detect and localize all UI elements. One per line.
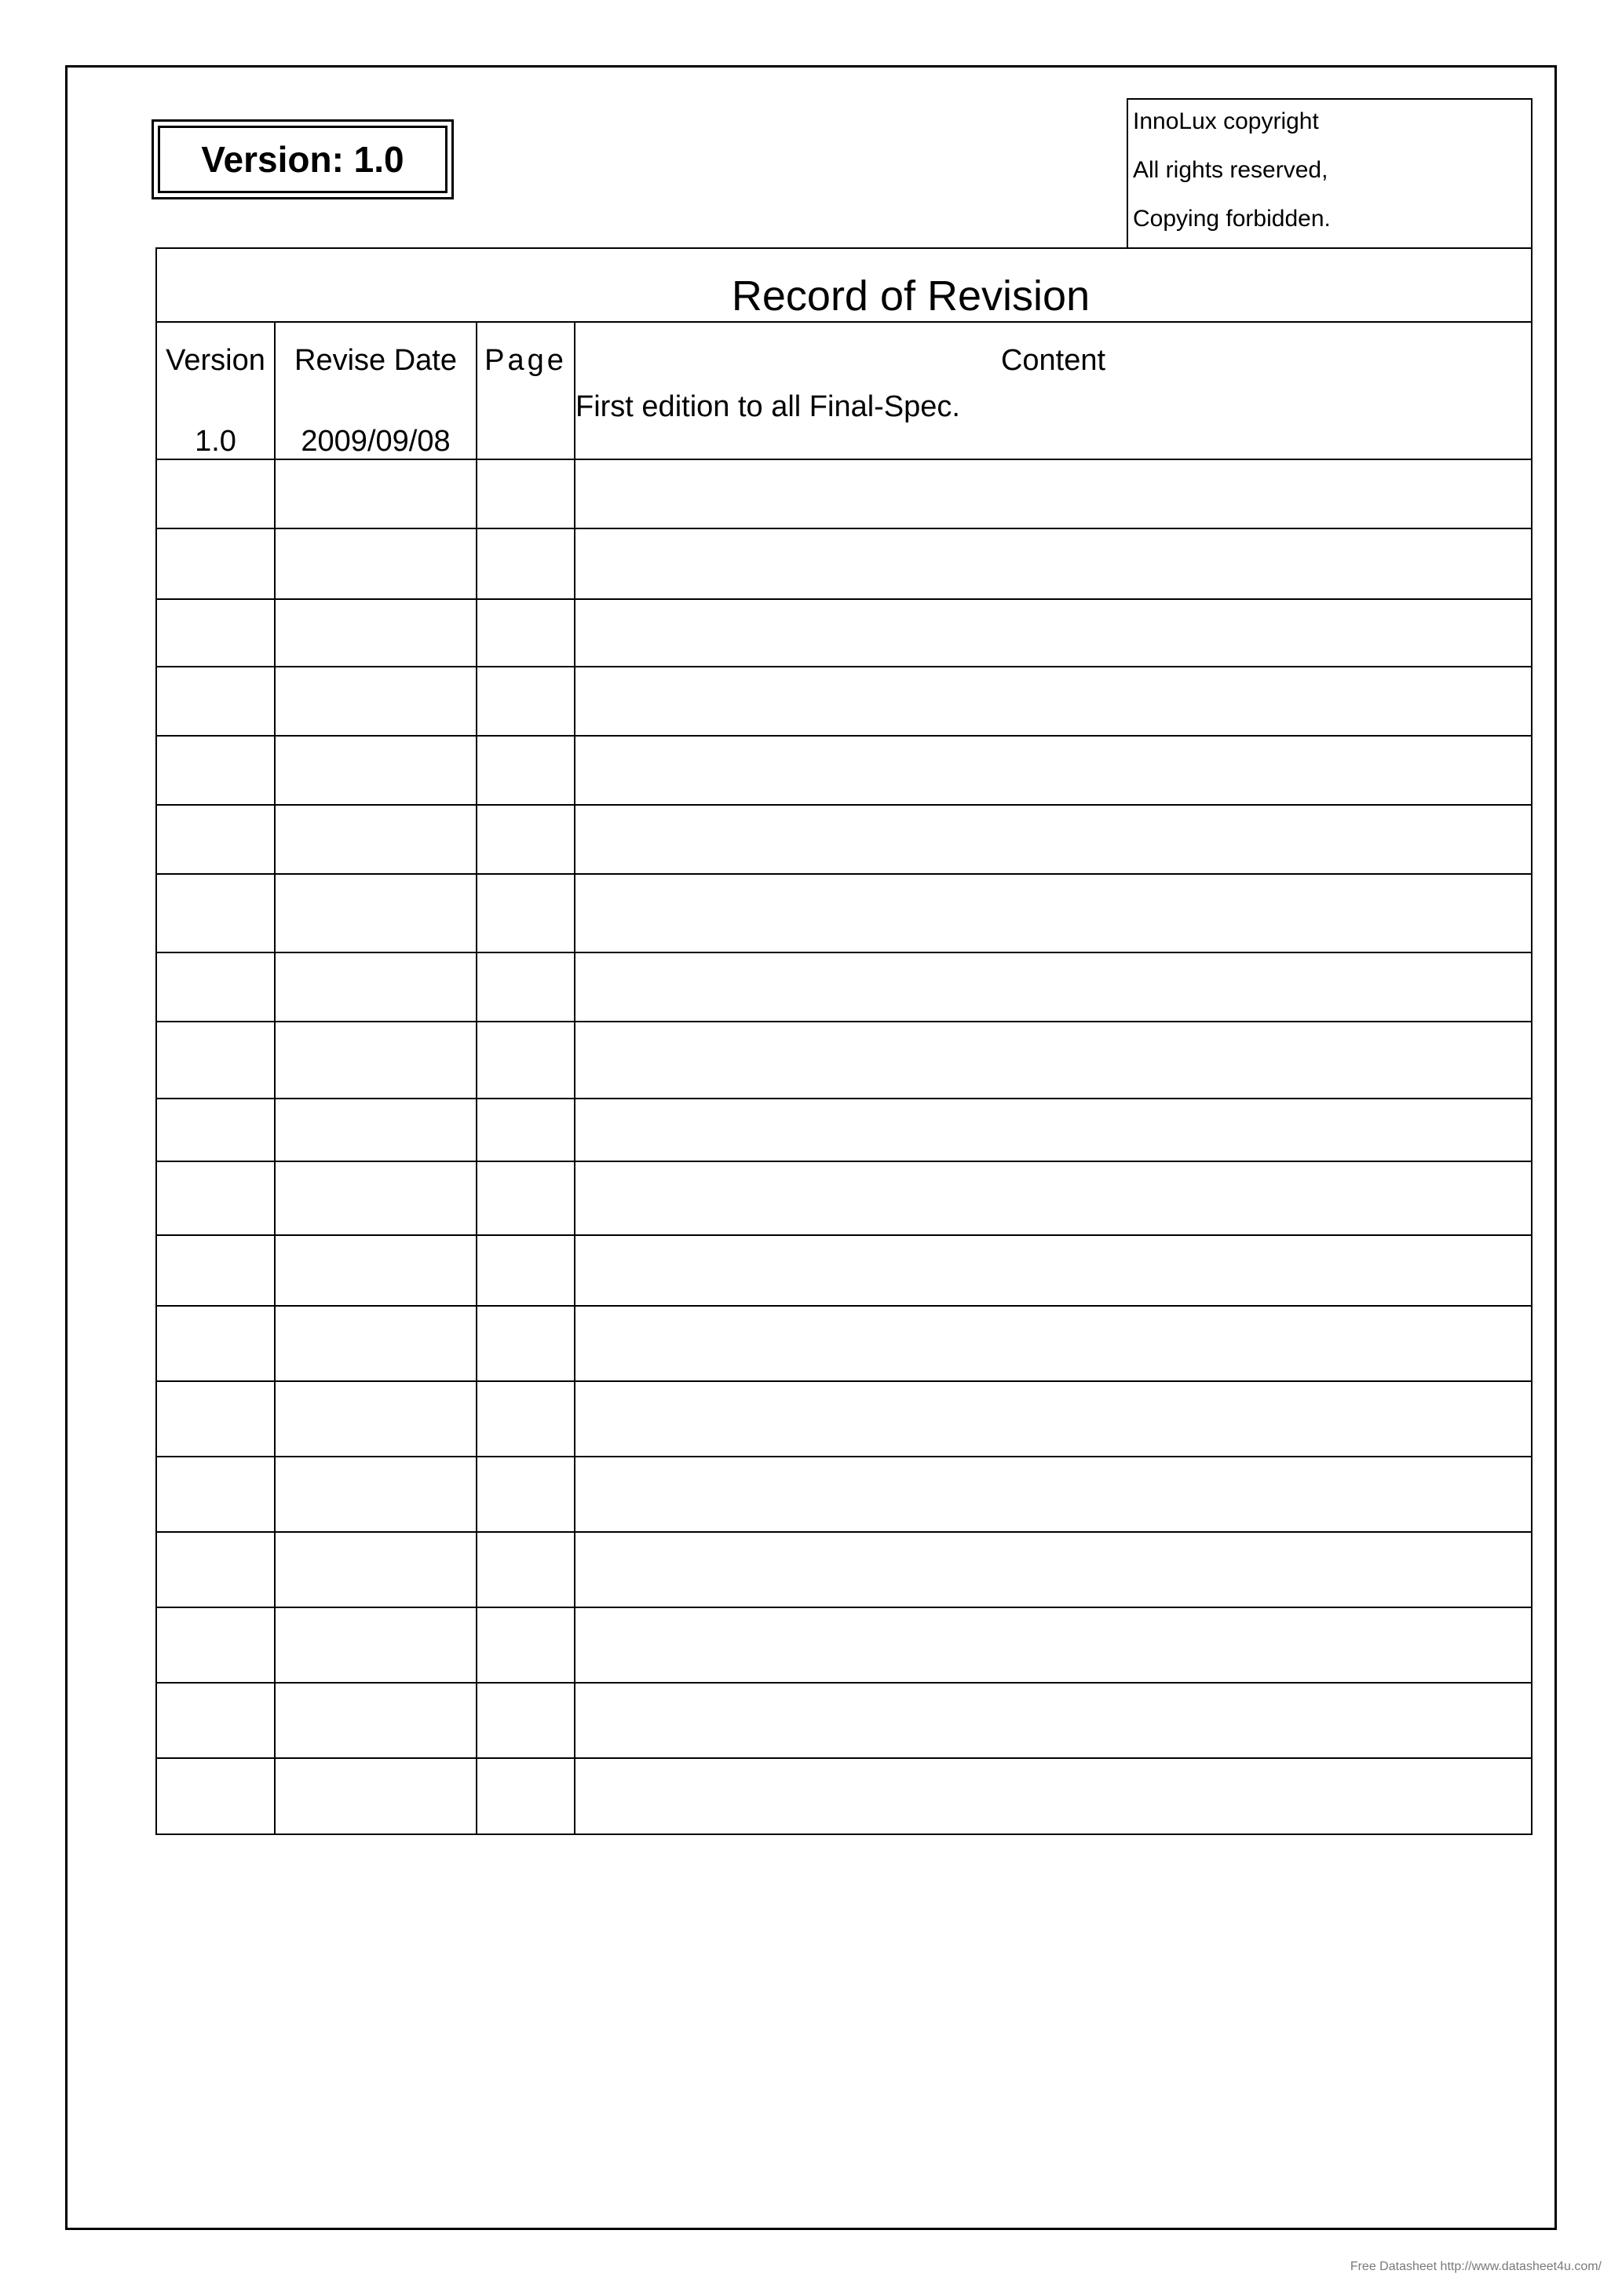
cell-version [157,952,275,1022]
cell-page [477,736,575,805]
cell-version [157,736,275,805]
cell-revise-date [275,667,477,736]
cell-page [477,1607,575,1683]
table-row [157,1607,1531,1683]
cell-version [157,1161,275,1235]
table-row [157,459,1531,528]
cell-version [157,459,275,528]
cell-page [477,1099,575,1161]
cell-content [575,1381,1531,1457]
cell-content [575,1161,1531,1235]
cell-content [575,528,1531,599]
cell-version [157,874,275,952]
cell-content [575,1607,1531,1683]
copyright-line-1: InnoLux copyright [1133,108,1319,134]
cell-page [477,805,575,874]
cell-version: 1.0 [157,390,275,459]
revision-title: Record of Revision [157,249,1531,323]
table-row [157,1683,1531,1758]
copyright-line-3: Copying forbidden. [1133,206,1331,232]
cell-revise-date [275,1683,477,1758]
table-row [157,528,1531,599]
header-revise-date: Revise Date [275,323,477,390]
cell-page [477,528,575,599]
cell-version [157,1235,275,1306]
header-version: Version [166,343,265,377]
cell-revise-date [275,1607,477,1683]
table-row [157,1758,1531,1834]
table-row [157,1235,1531,1306]
cell-version [157,667,275,736]
table-header-row [157,323,1531,390]
table-row [157,874,1531,952]
cell-content [575,874,1531,952]
cell-version [157,1306,275,1381]
cell-page [477,1022,575,1099]
cell-page [477,459,575,528]
cell-revise-date: 2009/09/08 [275,390,477,459]
cell-version [157,1022,275,1099]
cell-revise-date [275,1306,477,1381]
table-row [157,1099,1531,1161]
cell-content: First edition to all Final-Spec. [575,390,1531,459]
cell-content [575,1457,1531,1532]
cell-revise-date [275,1235,477,1306]
copyright-notice [1127,98,1532,249]
cell-page [477,1381,575,1457]
cell-page [477,1306,575,1381]
cell-revise-date [275,1532,477,1607]
revision-record [155,247,1532,1835]
cell-version [157,1683,275,1758]
cell-revise-date [275,528,477,599]
cell-content [575,1683,1531,1758]
footer-note: Free Datasheet http://www.datasheet4u.com/ [1350,2260,1602,2273]
version-label: Version: 1.0 [158,126,448,193]
cell-content [575,1532,1531,1607]
version-box [152,119,454,199]
cell-content [575,1022,1531,1099]
cell-version [157,1457,275,1532]
cell-version [157,1758,275,1834]
table-row [157,1457,1531,1532]
table-row [157,1022,1531,1099]
cell-content [575,805,1531,874]
cell-version [157,1607,275,1683]
cell-page [477,1235,575,1306]
cell-version [157,1381,275,1457]
table-row [157,1532,1531,1607]
cell-revise-date [275,599,477,667]
cell-revise-date [275,1161,477,1235]
cell-page [477,1758,575,1834]
cell-version [157,1099,275,1161]
table-row [157,1381,1531,1457]
cell-revise-date [275,736,477,805]
cell-page [477,952,575,1022]
cell-content [575,459,1531,528]
revision-table [157,323,1531,1834]
cell-revise-date [275,1758,477,1834]
table-row [157,390,1531,459]
cell-content [575,599,1531,667]
cell-page [477,599,575,667]
cell-revise-date [275,1457,477,1532]
table-row [157,805,1531,874]
table-row [157,667,1531,736]
table-row [157,952,1531,1022]
table-row [157,599,1531,667]
cell-version [157,599,275,667]
cell-content [575,667,1531,736]
cell-content [575,1099,1531,1161]
table-row [157,1161,1531,1235]
cell-revise-date [275,1022,477,1099]
header-page: Page [477,323,575,390]
table-row [157,1306,1531,1381]
cell-content [575,1235,1531,1306]
cell-page [477,667,575,736]
cell-version [157,1532,275,1607]
cell-version [157,805,275,874]
cell-page [477,390,575,459]
cell-page [477,1457,575,1532]
cell-page [477,1532,575,1607]
cell-page [477,874,575,952]
cell-page [477,1161,575,1235]
cell-revise-date [275,1381,477,1457]
header-content: Content [575,323,1531,390]
cell-revise-date [275,459,477,528]
cell-revise-date [275,805,477,874]
cell-revise-date [275,952,477,1022]
cell-page [477,1683,575,1758]
cell-content [575,952,1531,1022]
cell-content [575,1306,1531,1381]
cell-content [575,1758,1531,1834]
cell-revise-date [275,1099,477,1161]
cell-content [575,736,1531,805]
revision-table-body [157,390,1531,1834]
copyright-line-2: All rights reserved, [1133,157,1328,183]
cell-revise-date [275,874,477,952]
cell-version [157,528,275,599]
table-row [157,736,1531,805]
